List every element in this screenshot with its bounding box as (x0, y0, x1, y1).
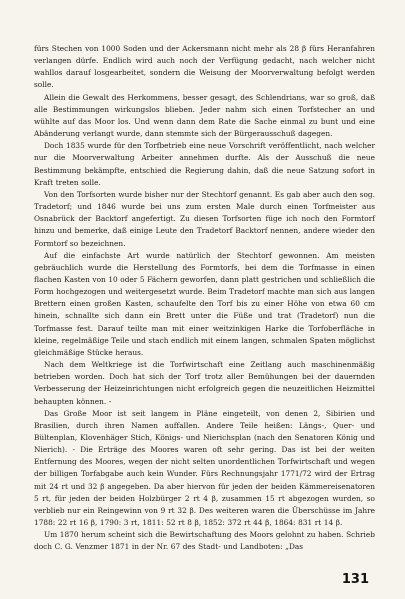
paragraph: Nach dem Weltkriege ist die Torfwirtschaft eine Zeitlang auch maschinenmäßig betrieben worden. Doch hat sich der Torf trotz aller Bemühungen bei der dauernden Verbesserung der Heizeinrichtungen nicht erfolgreich gegen die neuzeitlichen Heizmittel behaupten können. - (34, 360, 375, 406)
paragraph: Das Große Moor ist seit langem in Pläne eingeteilt, von denen 2, Sibirien und Brasilien, durch ihren Namen auffallen. Andere Teile heißen: Längs-, Quer- und Bültenplan, Klovenhäger Stich, Königs- und Nierichsplan (nach den Senatoren König und Nierich). - Die Erträge des Moores waren oft sehr gering. Das ist bei der weiten Entfernung des Moores, wegen der nicht selten unordentlichen Torfwirtschaft und wegen der billigen Torfabgabe auch kein Wunder. Fürs Rechnungsjahr 1771/72 wird der Ertrag mit 24 rt und 32 β angegeben. Da aber hiervon für jeden der beiden Kämmereisenatoren 5 rt, für jeden der beiden Holzbürger 2 rt 4 β, zusammen 15 rt abgezogen wurden, so verblieb nur ein Reingewinn von 9 rt 32 β. Des weiteren waren die Überschüsse im Jahre 1788: 22 rt 16 β, 1790: 3 rt, 1811: 52 rt 8 β, 1852: 372 rt 44 β, 1864: 831 rt 14 β. (34, 408, 375, 528)
paragraph: fürs Stechen von 1000 Soden und der Ackersmann nicht mehr als 28 β fürs Heranfahren verlangen dürfe. Endlich wird auch noch der Verfügung gedacht, nach welcher nicht wahllos darauf losgearbeitet, sondern die Weisung der Moorverwaltung befolgt werden solle. (34, 44, 375, 90)
paragraph: Doch 1835 wurde für den Torfbetrieb eine neue Vorschrift veröffentlicht, nach welcher nur die Moorverwaltung Arbeiter annehmen durfte. Als der Ausschuß die neue Bestimmung bekämpfte, entschied die Regierung dahin, daß die neue Satzung sofort in Kraft treten solle. (34, 141, 375, 187)
paragraph: Um 1870 herum scheint sich die Bewirtschaftung des Moors gelohnt zu haben. Schrieb doch C. G. Venzmer 1871 in der Nr. 67 des Stadt- und Landboten: „Das (34, 530, 375, 552)
paragraph: Von den Torfsorten wurde bisher nur der Stechtorf genannt. Es gab aber auch den sog. Tradetorf; und 1846 wurde bei uns zum ersten Male durch einen Torfmeister aus Osnabrück der Backtorf angefertigt. Zu diesen Torfsorten füge ich noch den Formtorf hinzu und bemerke, daß einige Leute den Tradetorf Backtorf nennen, andere wieder den Formtorf so bezeichnen. (34, 189, 375, 248)
page-number: 131 (341, 572, 369, 587)
paragraph: Allein die Gewalt des Herkommens, besser gesagt, des Schlendrians, war so groß, daß alle Bestimmungen wirkungslos blieben. Jeder nahm sich einen Torfstecher an und wühlte auf das Moor los. Und wenn dann dem Rate die Sache einmal zu bunt und eine Abänderung verlangt wurde, dann stemmte sich der Bürgerausschuß dagegen. (34, 92, 375, 139)
page-body (34, 43, 375, 554)
paragraph: Auf die einfachste Art wurde natürlich der Stechtorf gewonnen. Am meisten gebräuchlich wurde die Herstellung des Formtorfs, bei dem die Torfmasse in einen flachen Kasten von 10 oder 5 Fächern geworfen, dann platt gestrichen und schließlich die Form hochgezogen und weitergesetzt wurde. Beim Tradetorf machte man sich aus langen Brettern einen großen Kasten, schaufelte den Torf bis zu einer Höhe von etwa 60 cm hinein, schnallte sich dann ein Brett unter die Füße und trat (Tradetorf) nun die Torfmasse fest. Darauf teilte man mit einer weitzinkigen Harke die Torfoberfläche in kleine, regelmäßige Teile und stach endlich mit einem langen, schmalen Spaten möglichst gleichmäßige Stücke heraus. (34, 250, 375, 357)
